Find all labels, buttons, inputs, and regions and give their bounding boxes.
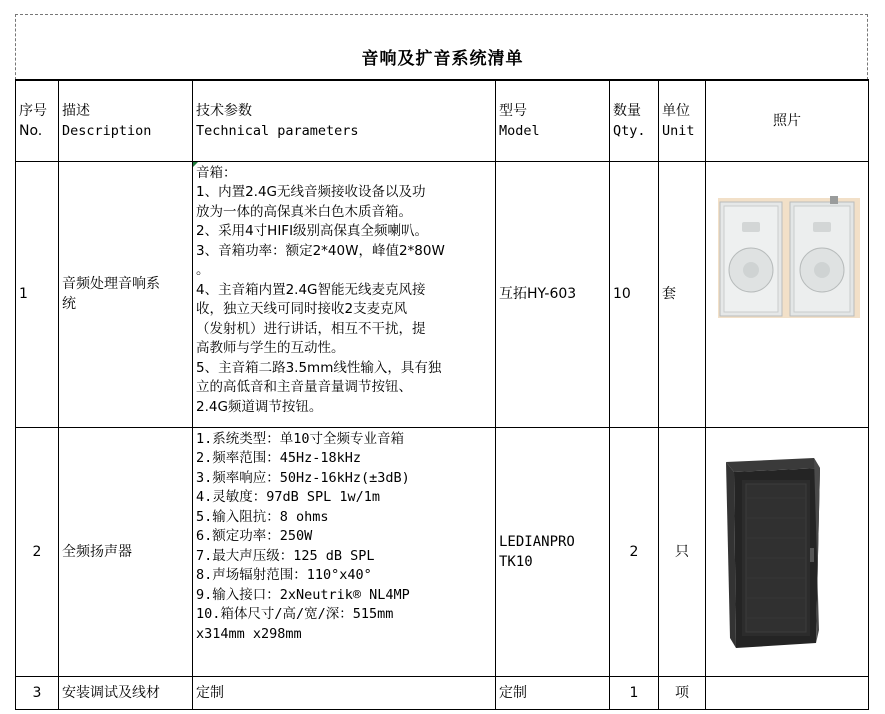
header-model[interactable]: 型号 Model (496, 80, 610, 161)
header-unit[interactable]: 单位 Unit (659, 80, 706, 161)
row3-model[interactable]: 定制 (496, 676, 610, 709)
header-photo[interactable]: 照片 (706, 80, 869, 161)
header-technical-parameters[interactable]: 技术参数 Technical parameters (193, 80, 496, 161)
page-title: 音响及扩音系统清单 (361, 49, 524, 69)
row3-qty[interactable]: 1 (610, 676, 659, 709)
row3-photo-cell[interactable] (706, 676, 869, 709)
table-row (16, 161, 869, 427)
row2-unit[interactable]: 只 (659, 427, 706, 676)
table-row (16, 427, 869, 676)
row1-qty[interactable]: 10 (610, 161, 659, 427)
equipment-table (15, 79, 869, 710)
speaker-pair-photo (706, 162, 867, 421)
row3-technical-parameters[interactable]: 定制 (193, 676, 496, 709)
table-row (16, 676, 869, 709)
row2-technical-parameters[interactable]: 1.系统类型：单10寸全频专业音箱 2.频率范围：45Hz-18kHz 3.频率响应：50Hz-16kHz(±3dB) 4.灵敏度：97dB SPL 1w/1m 5.输入阻抗：8 ohms 6.额定功率：250W 7.最大声压级：125 dB SPL 8.声场辐射范围：110°x40° 9.输入接口：2xNeutrik® NL4MP 10.箱体尺寸/高/宽/深：515mm x314mm x298mm (193, 427, 496, 676)
row1-model[interactable]: 互拓HY-603 (496, 161, 610, 427)
pa-speaker-photo (706, 428, 867, 670)
row1-technical-parameters[interactable]: 音箱： 1、内置2.4G无线音频接收设备以及功 放为一体的高保真米白色木质音箱。 2、采用4寸HIFI级别高保真全频喇叭。 3、音箱功率：额定2*40W，峰值2*80W 。 4、主音箱内置2.4G智能无线麦克风接 收，独立天线可同时接收2支麦克风 （发射机）进行讲话，相互不干扰，提 高教师与学生的互动性。 5、主音箱二路3.5mm线性输入，具有独 立的高低音和主音量音量调节按钮、 2.4G频道调节按钮。 (193, 161, 496, 427)
row1-description[interactable]: 音频处理音响系 统 (59, 161, 193, 427)
header-row (16, 80, 869, 161)
row2-photo-cell[interactable] (706, 427, 869, 676)
row2-qty[interactable]: 2 (610, 427, 659, 676)
header-description[interactable]: 描述 Description (59, 80, 193, 161)
row2-description[interactable]: 全频扬声器 (59, 427, 193, 676)
row3-no[interactable]: 3 (16, 676, 59, 709)
header-no[interactable]: 序号 No. (16, 80, 59, 161)
row2-no[interactable]: 2 (16, 427, 59, 676)
row2-model[interactable]: LEDIANPRO TK10 (496, 427, 610, 676)
row1-photo-cell[interactable] (706, 161, 869, 427)
row1-unit[interactable]: 套 (659, 161, 706, 427)
header-qty[interactable]: 数量 Qty. (610, 80, 659, 161)
row3-description[interactable]: 安装调试及线材 (59, 676, 193, 709)
row3-unit[interactable]: 项 (659, 676, 706, 709)
row1-no[interactable]: 1 (16, 161, 59, 427)
